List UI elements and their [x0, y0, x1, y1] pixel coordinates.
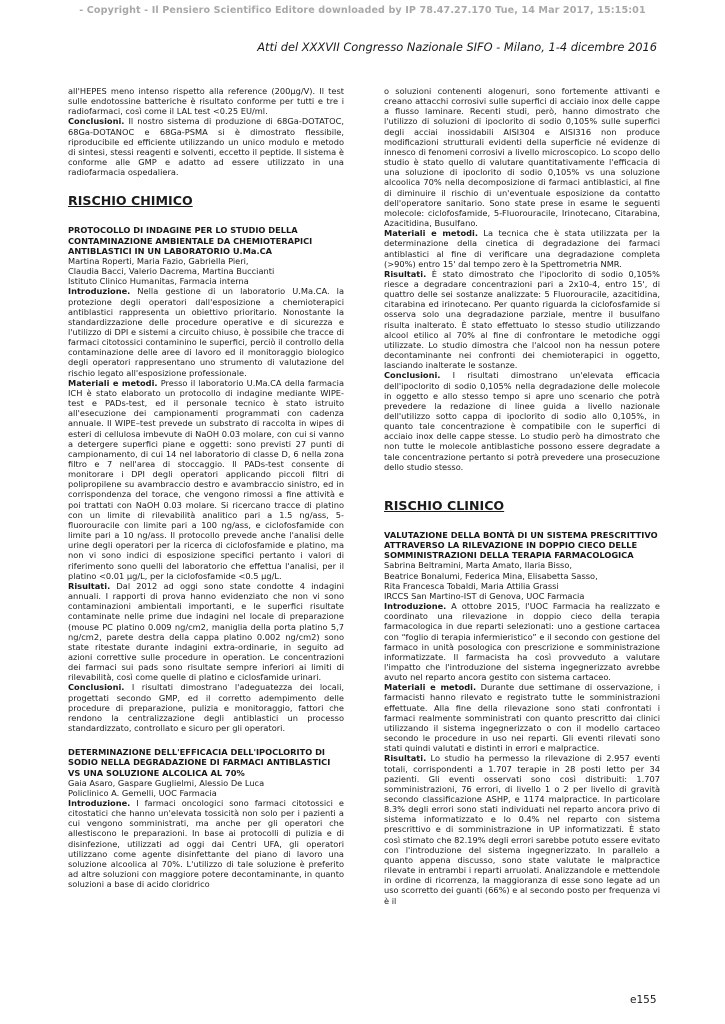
left-column — [68, 86, 344, 889]
conclusions-label: Conclusioni. — [68, 116, 125, 127]
introduction-label: Introduzione. — [384, 601, 447, 612]
methods-label: Materiali e metodi. — [384, 682, 477, 693]
affiliation: Policlinico A. Gemelli, UOC Farmacia — [68, 787, 217, 798]
introduction-label: Introduzione. — [68, 286, 131, 297]
section-title-rischio-chimico: RISCHIO CHIMICO — [68, 193, 193, 209]
results-label: Risultati. — [68, 580, 111, 591]
conclusions-paragraph — [68, 682, 344, 733]
continuation-text: all'HEPES meno intenso rispetto alla reference (200µg/V). Il test sulle endotossine batteriche è risultato conforme per tutti e tre i radiofarmaci, così come il LAL test <0.25 EU/ml. — [68, 86, 344, 117]
affiliation: Istituto Clinico Humanitas, Farmacia interna — [68, 276, 249, 287]
abstract-title: VALUTAZIONE DELLA BONTÀ DI UN SISTEMA PRESCRITTIVO ATTRAVERSO LA RILEVAZIONE IN DOPPIO CIECO DELLE SOMMINISTRAZIONI DELLA TERAPIA FARMACOLOGICA — [384, 529, 658, 561]
conclusions-text: I risultati dimostrano un'elevata efficacia dell'ipoclorito di sodio 0,105% nella degradazione delle molecole in oggetto e allo stesso tempo si apre uno scenario che potrà prevedere la redazione di linee guida a livello nazionale dell'utilizzo sotto cappa di ipoclorito di sodio allo 0,105%, in quanto tale concentrazione è compatibile con le superfici di acciaio inox delle cappe stesse. Lo studio però ha dimostrato che non tutte le molecole antiblastiche possono essere degradate a tale concentrazione pertanto si potrà prevedere una prosecuzione dello studio stesso. — [384, 370, 660, 472]
results-label: Risultati. — [384, 268, 427, 279]
authors-line: Rita Francesca Tobaldi, Maria Attilia Grassi — [384, 580, 559, 591]
methods-text: Presso il laboratorio U.Ma.CA della farmacia ICH è stato elaborato un protocollo di indagine mediante WIPE-test e PADs-test, ed il personale tecnico è stato istruito all'esecuzione dei campionamenti programmati con cadenza annuale. Il WIPE–test prevede un substrato di raccolta in wipes di esteri di cellulosa imbevute di NaOH 0.03 molare, con cui si vanno a detergere superfici piane e oggetti: sono previsti 27 punti di campionamento, di cui 14 nel laboratorio di classe D, 6 nella zona filtro e 7 nell'area di stoccaggio. Il PADs-test consente di monitorare i DPI degli operatori applicando piccoli filtri di polipropilene su avambraccio destro e avambraccio sinistro, ed in corrispondenza del torace, che vengono rimossi a fine attività e poi trattati con NaOH 0.03 molare. Si ricercano tracce di platino con un limite di rilevabilità analitico pari a 1.5 ng/ass, 5-fluorouracile con limite pari a 100 ng/ass, e ciclofosfamide con limite pari a 10 ng/ass. Il protocollo prevede anche l'analisi delle urine degli operatori per la ricerca di ciclofosfamide e platino, ma non vi sono indici di esposizione specifici pertanto i valori di riferimento sono quelli del laboratorio che effettua l'analisi, per il platino <0.01 µg/L, per la ciclofosfamide <0.5 µg/L. — [68, 377, 344, 581]
results-paragraph — [384, 269, 660, 371]
continuation-paragraph — [384, 86, 660, 228]
methods-label: Materiali e metodi. — [68, 377, 158, 388]
abstract-protocollo — [68, 225, 344, 733]
results-label: Risultati. — [384, 753, 427, 764]
introduction-paragraph — [68, 798, 344, 889]
affiliation: IRCCS San Martino-IST di Genova, UOC Farmacia — [384, 590, 585, 601]
abstract-title: PROTOCOLLO DI INDAGINE PER LO STUDIO DELLA CONTAMINAZIONE AMBIENTALE DA CHEMIOTERAPICI ANTIBLASTICI IN UN LABORATORIO U.Ma.CA — [68, 225, 313, 256]
conclusions-text: Il nostro sistema di produzione di 68Ga-DOTATOC, 68Ga-DOTANOC e 68Ga-PSMA si è dimostrato flessibile, riproducibile ed efficiente utilizzando un unico modulo e metodo di sintesi, stessi reagenti e solventi, eccetto il peptide. Il sistema è conforme alle GMP e adatto ad essere utilizzato in una radiofarmacia ospedaliera. — [68, 116, 344, 178]
right-column — [384, 86, 660, 906]
copyright-notice: - Copyright - Il Pensiero Scientifico Editore downloaded by IP 78.47.27.170 Tue, 14 Mar 2017, 15:15:01 — [79, 5, 646, 16]
abstract-ipoclorito — [68, 747, 344, 889]
results-paragraph — [384, 753, 660, 905]
running-head: Atti del XXXVII Congresso Nazionale SIFO - Milano, 1-4 dicembre 2016 — [257, 40, 657, 54]
introduction-label: Introduzione. — [68, 798, 131, 808]
introduction-text: I farmaci oncologici sono farmaci citotossici e citostatici che hanno un'elevata tossicità non solo per i pazienti a cui vengono somministrati, ma anche per gli operatori che allestiscono le preparazioni. In base ai protocolli di pulizia e di disinfezione, utilizzati ad oggi dai Centri UFA, gli operatori utilizzano come agente disinfettante del piano di lavoro una soluzione alcoolica al 70%. L'utilizzo di tale soluzione è preferito ad altre soluzioni con maggiore potere decontaminante, in quanto soluzioni a base di acido cloridrico — [68, 798, 344, 890]
authors-line: Sabrina Beltramini, Marta Amato, Ilaria Bisso, — [384, 560, 573, 571]
introduction-paragraph — [384, 601, 660, 682]
page-number: e155 — [630, 994, 657, 1006]
methods-text: Durante due settimane di osservazione, i farmacisti hanno rilevato e registrato tutte le somministrazioni effettuate. Alla fine della rilevazione sono stati confrontati i farmaci realmente somministrati con quanto prescritto dai clinici utilizzando il sistema ingegnerizzato o con il modello cartaceo secondo le procedure in uso nei reparti. Gli eventi rilevati sono stati quindi valutati e distinti in errori e malpractice. — [384, 682, 660, 754]
conclusions-label: Conclusioni. — [68, 682, 125, 693]
methods-paragraph — [68, 378, 344, 581]
continuation-conclusions — [68, 116, 344, 177]
authors-line: Gaia Asaro, Gaspare Guglielmi, Alessio De Luca — [68, 777, 265, 788]
conclusions-paragraph — [384, 370, 660, 472]
introduction-paragraph — [68, 286, 344, 377]
conclusions-label: Conclusioni. — [384, 370, 441, 381]
continuation-text: o soluzioni contenenti alogenuri, sono fortemente attivanti e creano attacchi corrosivi sulle superfici di acciaio inox delle cappe a flusso laminare. Recenti studi, però, hanno dimostrato che l'utilizzo di soluzioni di ipoclorito di sodio 0,105% sulle superfici degli acciai inossidabili AISI304 e AISI316 non produce modificazioni strutturali evidenti della superficie né evidenze di innesco di fenomeni corrosivi a livello microscopico. Lo scopo dello studio è stato quello di valutare quantitativamente l'efficacia di una soluzione di ipoclorito di sodio 0,105% vs una soluzione alcoolica 70% nella decomposizione di farmaci antiblastici, al fine di diminuire il rischio di un'eventuale esposizione da contatto dell'operatore sanitario. Sono state prese in esame le seguenti molecole: ciclofosfamide, 5-Fluorouracile, Irinotecano, Citarabina, Azacitidina, Busulfano. — [384, 86, 661, 229]
section-title-rischio-clinico: RISCHIO CLINICO — [384, 497, 505, 513]
methods-text: La tecnica che è stata utilizzata per la determinazione della cinetica di degradazione dei farmaci antiblastici al fine di verificare una degradazione completa (>90%) entro 15' dal tempo zero è la Spettrometria NMR. — [384, 228, 660, 269]
methods-paragraph — [384, 682, 660, 753]
introduction-text: A ottobre 2015, l'UOC Farmacia ha realizzato e coordinato una rilevazione in doppio cieco della terapia farmacologica in due reparti selezionati: uno a gestione cartacea con “foglio di terapia infermieristico” e il secondo con gestione del farmaco in unità posologica con prescrizione e somministrazione informatizzate. Il farmacista ha così provveduto a valutare l'impatto che l'introduzione del sistema ingegnerizzato avrebbe avuto nel reparto ancora gestito con sistema cartaceo. — [384, 601, 660, 683]
results-text: Lo studio ha permesso la rilevazione di 2.957 eventi totali, corrispondenti a 1.707 terapie in 28 posti letto per 34 pazienti. Gli eventi osservati sono così distribuiti: 1.707 somministrazioni, 76 errori, di livello 1 o 2 per livello di gravità secondo classificazione ASHP, e 1174 malpractice. In particolare 8.3% degli errori sono stati individuati nel reparto ancora privo di sistema informatizzato e lo 0.4% nel reparto con sistema prescrittivo e di somministrazione in UP informatizzati. È stato così stimato che 82.19% degli errori sarebbe potuto essere evitato con l'introduzione del sistema ingegnerizzato. In parallelo a quanto appena discusso, sono state valutate le malpractice rilevate in entrambi i reparti arruolati. Analizzandole e mettendole in ordine di ricorrenza, la maggioranza di esse sono legate ad un uso scorretto dei guanti (66%) e al secondo posto per frequenza vi è il — [384, 753, 660, 906]
continuation-paragraph — [68, 86, 344, 116]
abstract-title: DETERMINAZIONE DELL'EFFICACIA DELL'IPOCLORITO DI SODIO NELLA DEGRADAZIONE DI FARMACI ANTIBLASTICI VS UNA SOLUZIONE ALCOLICA AL 70% — [68, 747, 331, 778]
authors-line: Claudia Bacci, Valerio Dacrema, Martina Buccianti — [68, 266, 275, 277]
results-paragraph — [68, 581, 344, 683]
results-text: È stato dimostrato che l'ipoclorito di sodio 0,105% riesce a degradare concentrazioni pari a 2x10-4, entro 15', di quattro delle sei sostanze analizzate: 5 Fluorouracile, azacitidina, citarabina ed irinotecano. Per quanto riguarda la ciclofosfamide si osserva solo una degradazione parziale, mentre il busulfano risulta inalterato. È stato effettuato lo stesso studio utilizzando alcool etilico al 70% al fine di confrontare le metodiche oggi utilizzate. Lo studio dimostra che l'alcool non ha nessun potere decontaminante nei confronti dei chemioterapici in oggetto, lasciando inalterate le sostanze. — [384, 268, 660, 371]
methods-label: Materiali e metodi. — [384, 228, 478, 239]
methods-paragraph — [384, 228, 660, 269]
results-text: Dal 2012 ad oggi sono state condotte 4 indagini annuali. I rapporti di prova hanno evidenziato che non vi sono contaminazioni ambientali importanti, e le superfici risultate contaminate nelle prime due indagini nel locale di preparazione (mouse PC platino 0.009 ng/cm2, maniglia della porta platino 5,7 ng/cm2, parete destra della cappa platino 0.002 ng/cm2) sono state ritestate durante indagini extra-ordinarie, in seguito ad azioni correttive sulle procedure in operation. Le concentrazioni dei farmaci sui pads sono risultate sempre inferiori ai limiti di rilevabilità, così come quelle di platino e ciclosfamide urinari. — [68, 580, 344, 683]
authors-line: Martina Roperti, Maria Fazio, Gabriella Pieri, — [68, 255, 249, 266]
introduction-text: Nella gestione di un laboratorio U.Ma.CA. la protezione degli operatori dall'esposizione a chemioterapici antiblastici rappresenta un obiettivo prioritario. Nonostante la standardizzazione delle procedure operative e di sicurezza e l'utilizzo di DPI e sistemi a circuito chiuso, è possibile che tracce di farmaci citotossici contaminino le superfici, perciò il controllo della contaminazione delle aree di lavoro ed il monitoraggio biologico degli operatori rappresentano uno strumento di valutazione del rischio legato all'esposizione professionale. — [68, 286, 344, 378]
abstract-valutazione — [384, 530, 660, 906]
abstract-ipoclorito-continued — [384, 86, 660, 472]
authors-line: Beatrice Bonalumi, Federica Mina, Elisabetta Sasso, — [384, 570, 598, 581]
conclusions-text: I risultati dimostrano l'adeguatezza dei locali, progettati secondo GMP, ed il corretto adempimento delle procedure di preparazione, pulizia e monitoraggio, fattori che rendono la centralizzazione degli antiblastici un processo standardizzato, controllato e sicuro per gli operatori. — [68, 682, 344, 734]
